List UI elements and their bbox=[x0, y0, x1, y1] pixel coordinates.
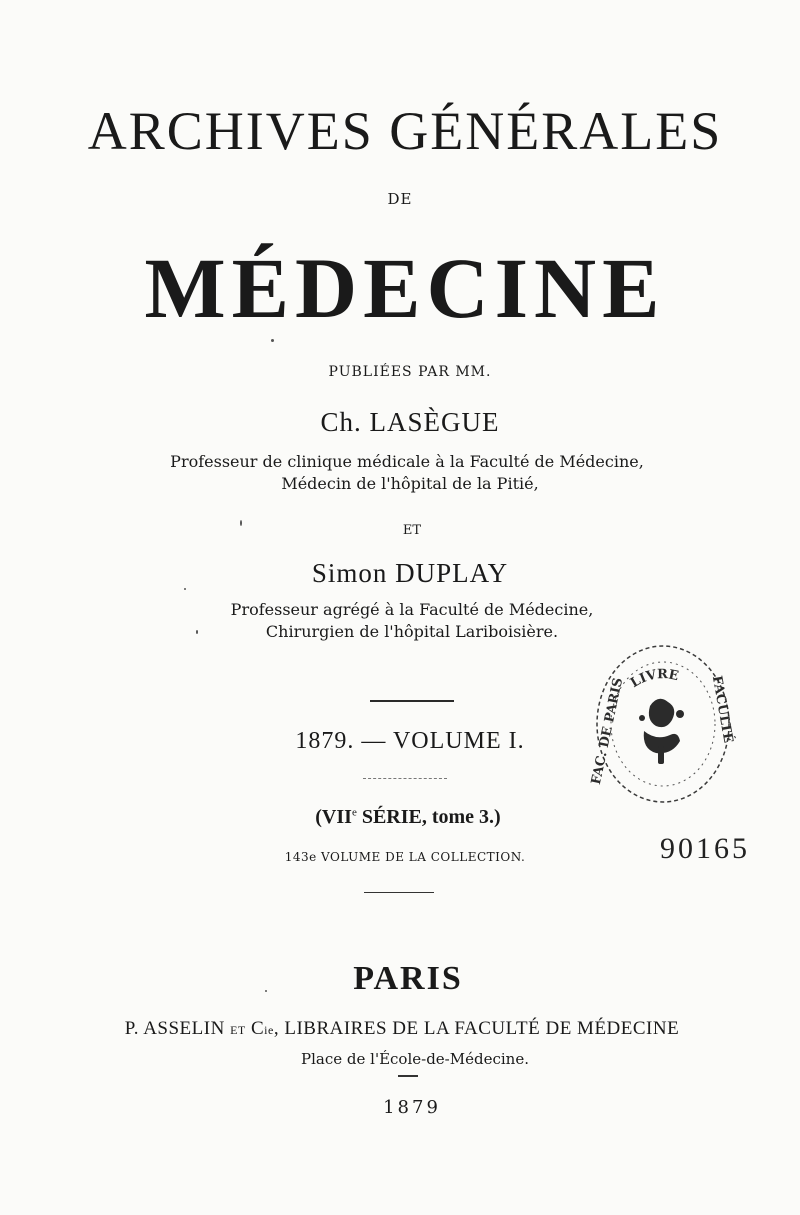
series-prefix: (VII bbox=[315, 806, 352, 828]
conjunction-et: ET bbox=[402, 523, 422, 538]
ink-speck bbox=[196, 630, 198, 634]
divider-rule bbox=[364, 892, 434, 893]
editor-1-title: Professeur de clinique médicale à la Faculté de Médecine, bbox=[170, 452, 644, 471]
collection-note: 143e VOLUME DE LA COLLECTION. bbox=[284, 850, 526, 864]
city-name: PARIS bbox=[353, 960, 463, 997]
publisher-line bbox=[2, 1018, 800, 1040]
series-info bbox=[8, 806, 800, 829]
volume-heading: 1879. — VOLUME I. bbox=[295, 728, 525, 754]
publisher-name-b: C bbox=[245, 1018, 265, 1039]
journal-title-medecine: MÉDECINE bbox=[144, 240, 666, 336]
publication-year: 1879 bbox=[383, 1097, 441, 1118]
editor-1-position: Médecin de l'hôpital de la Pitié, bbox=[281, 474, 539, 493]
journal-title: ARCHIVES GÉNÉRALES bbox=[87, 101, 723, 161]
svg-text:FACULTÉ: FACULTÉ bbox=[708, 674, 736, 745]
svg-text:LIVRE: LIVRE bbox=[628, 667, 680, 692]
editor-2-name: Simon DUPLAY bbox=[311, 558, 509, 588]
publisher-name-c: , LIBRAIRES DE LA FACULTÉ DE MÉDECINE bbox=[273, 1018, 680, 1039]
editor-2-title: Professeur agrégé à la Faculté de Médecine, bbox=[230, 600, 594, 619]
divider-rule-short bbox=[398, 1075, 418, 1077]
series-sup: e bbox=[351, 806, 357, 819]
ink-speck bbox=[265, 990, 267, 992]
publisher-address: Place de l'École-de-Médecine. bbox=[301, 1050, 529, 1068]
publishers-intro: PUBLIÉES PAR MM. bbox=[328, 364, 492, 380]
journal-title-de: DE bbox=[387, 190, 413, 208]
series-rest: SÉRIE, tome 3.) bbox=[356, 806, 501, 828]
publisher-ie: ie bbox=[264, 1023, 274, 1037]
publisher-name-a: P. ASSELIN bbox=[124, 1018, 231, 1039]
divider-rule bbox=[370, 700, 454, 702]
ink-speck bbox=[240, 520, 242, 526]
editor-2-position: Chirurgien de l'hôpital Lariboisière. bbox=[265, 622, 559, 641]
editor-1-name: Ch. LASÈGUE bbox=[320, 407, 500, 437]
ink-speck bbox=[184, 588, 186, 590]
svg-text:FAC. DE PARIS: FAC. DE PARIS bbox=[588, 676, 627, 786]
catalog-number: 90165 bbox=[660, 832, 750, 865]
divider-rule-dotted bbox=[363, 778, 447, 779]
publisher-et: ET bbox=[230, 1023, 246, 1037]
library-stamp-icon bbox=[588, 636, 738, 806]
ink-speck bbox=[271, 339, 274, 342]
